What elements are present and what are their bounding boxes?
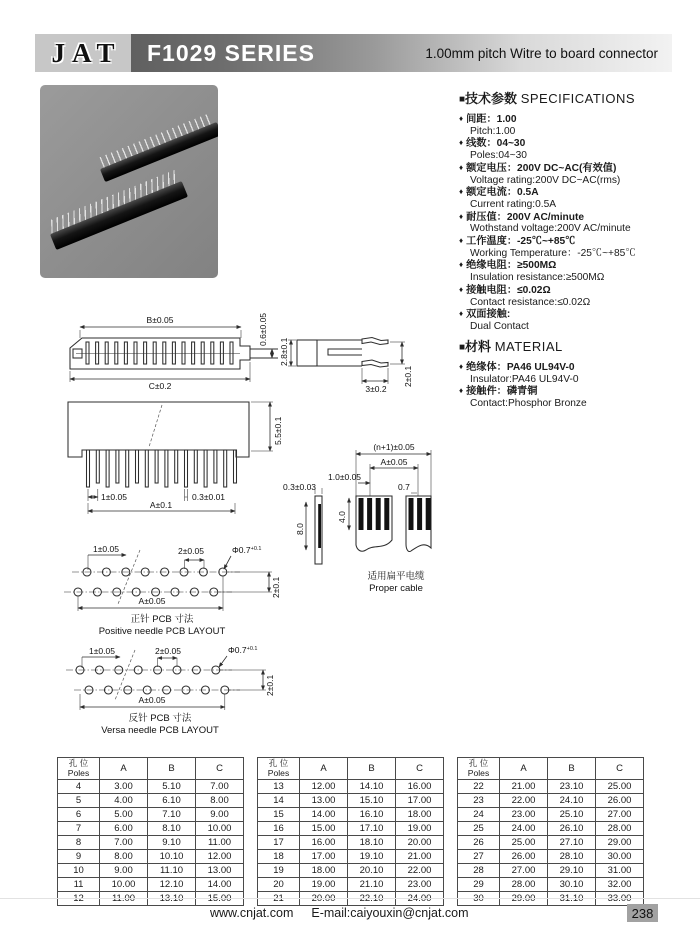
spec-item — [459, 137, 697, 161]
table-cell: 16.10 — [348, 808, 396, 822]
table-cell: 12.10 — [148, 878, 196, 892]
table-cell: 20.00 — [396, 836, 444, 850]
pcb-positive-caption-zh: 正针 PCB 寸法 — [130, 614, 194, 625]
dimension-label: 0.3±0.03 — [283, 482, 317, 492]
table-cell: 33.00 — [596, 892, 644, 906]
dimension-label: A±0.05 — [380, 457, 408, 467]
table-cell: 20.00 — [300, 892, 348, 906]
diamond-bullet-icon: ♦ — [459, 260, 464, 270]
table-cell: 24.00 — [500, 822, 548, 836]
spec-item — [459, 211, 697, 235]
table-header-poles: 孔 位 Poles — [458, 758, 500, 780]
dimension-label: 4.0 — [337, 511, 347, 523]
drawing-top-view — [70, 313, 278, 391]
material-heading — [459, 336, 697, 355]
table-cell: 25 — [458, 822, 500, 836]
series-title: F1029 SERIES — [147, 39, 315, 66]
table-cell: 28.10 — [548, 850, 596, 864]
table-cell: 22.00 — [500, 794, 548, 808]
table-cell: 7.00 — [196, 780, 244, 794]
table-cell: 16.00 — [396, 780, 444, 794]
table-cell: 4.00 — [100, 794, 148, 808]
diamond-bullet-icon: ♦ — [459, 138, 464, 148]
poles-tables — [0, 757, 700, 902]
table-cell: 26.10 — [548, 822, 596, 836]
spec-line-en: Wothstand voltage:200V AC/minute — [470, 223, 631, 235]
table-row — [258, 878, 444, 892]
dimension-label: 1±0.05 — [93, 544, 119, 554]
table-cell: 14.10 — [348, 780, 396, 794]
poles-table-3 — [457, 757, 644, 906]
table-cell: 29.00 — [500, 892, 548, 906]
table-cell: 13.00 — [300, 794, 348, 808]
table-cell: 29.00 — [596, 836, 644, 850]
table-cell: 19.10 — [348, 850, 396, 864]
diamond-bullet-icon: ♦ — [459, 162, 464, 172]
table-cell: 4 — [58, 780, 100, 794]
table-cell: 11.00 — [196, 836, 244, 850]
table-header-b: B — [348, 758, 396, 780]
table-row — [258, 836, 444, 850]
dimension-label: 5.5±0.1 — [273, 416, 283, 445]
table-row — [258, 794, 444, 808]
footer-email: E-mail:caiyouxin@cnjat.com — [311, 906, 469, 920]
jat-logo: JAT — [35, 34, 131, 72]
diamond-bullet-icon: ♦ — [459, 309, 464, 319]
cable-caption-zh: 适用扁平电缆 — [367, 571, 425, 582]
material-title-en: MATERIAL — [494, 339, 563, 354]
spec-line-zh: 接触电阻：≤0.02Ω — [466, 284, 551, 296]
specs-title-en: SPECIFICATIONS — [520, 91, 636, 106]
table-cell: 9 — [58, 850, 100, 864]
table-cell: 23.10 — [548, 780, 596, 794]
table-row — [458, 850, 644, 864]
series-title-bar — [131, 34, 672, 72]
connector-photo-item — [100, 122, 218, 182]
dimension-label: $\Phi 0.7^{+0.1}$ — [228, 645, 258, 655]
pcb-versa-caption-en: Versa needle PCB LAYOUT — [101, 725, 219, 736]
footer-website: www.cnjat.com — [210, 906, 294, 920]
table-row — [458, 794, 644, 808]
dimension-label: A±0.1 — [149, 500, 173, 510]
specifications-heading — [459, 88, 697, 107]
drawing-cable — [328, 442, 431, 594]
poles-table-1 — [57, 757, 244, 906]
spec-line-zh: 线数：04~30 — [466, 138, 526, 150]
table-cell: 13.00 — [196, 864, 244, 878]
spec-line-en: Current rating:0.5A — [470, 198, 557, 210]
spec-item — [459, 361, 697, 385]
dimension-label: 1.0±0.05 — [328, 472, 362, 482]
diamond-bullet-icon: ♦ — [459, 211, 464, 221]
table-header-a: A — [300, 758, 348, 780]
table-cell: 7.10 — [148, 808, 196, 822]
table-cell: 27.00 — [596, 808, 644, 822]
table-cell: 15.00 — [196, 892, 244, 906]
product-photo — [40, 85, 218, 278]
table-cell: 9.10 — [148, 836, 196, 850]
table-cell: 11.00 — [100, 892, 148, 906]
table-row — [258, 864, 444, 878]
diamond-bullet-icon: ♦ — [459, 362, 464, 371]
dimension-label: 2±0.1 — [265, 674, 275, 696]
table-cell: 30.00 — [596, 850, 644, 864]
table-header-row — [458, 758, 644, 780]
table-cell: 30 — [458, 892, 500, 906]
table-row — [258, 808, 444, 822]
table-cell: 3.00 — [100, 780, 148, 794]
table-header-a: A — [100, 758, 148, 780]
table-cell: 20 — [258, 878, 300, 892]
table-row — [58, 794, 244, 808]
spec-line-zh: 间距：1.00 — [466, 114, 517, 125]
table-cell: 13 — [258, 780, 300, 794]
dimension-label: A±0.05 — [138, 695, 166, 705]
dimension-label: 1±0.05 — [89, 646, 115, 656]
table-cell: 19.00 — [300, 878, 348, 892]
table-cell: 17 — [258, 836, 300, 850]
spec-line-en: Pitch:1.00 — [470, 125, 516, 137]
table-cell: 18 — [258, 850, 300, 864]
table-cell: 19.00 — [396, 822, 444, 836]
table-cell: 9.00 — [100, 864, 148, 878]
table-cell: 24.10 — [548, 794, 596, 808]
table-row — [458, 808, 644, 822]
table-cell: 5 — [58, 794, 100, 808]
table-cell: 22.00 — [396, 864, 444, 878]
spec-line-zh: 额定电流：0.5A — [466, 187, 539, 199]
diamond-bullet-icon: ♦ — [459, 386, 464, 396]
table-cell: 8 — [58, 836, 100, 850]
table-cell: 25.00 — [500, 836, 548, 850]
table-cell: 7 — [58, 822, 100, 836]
spec-item — [459, 308, 697, 332]
spec-line-en: Insulator:PA46 UL94V-0 — [470, 373, 579, 385]
table-row — [58, 822, 244, 836]
technical-drawings — [40, 298, 460, 751]
dimension-label: 2±0.05 — [155, 646, 181, 656]
table-row — [458, 780, 644, 794]
dimension-label: $\Phi 0.7^{+0.1}$ — [232, 545, 262, 555]
spec-line-zh: 接触件：磷青铜 — [466, 386, 538, 398]
table-cell: 17.10 — [348, 822, 396, 836]
dimension-label: (n+1)±0.05 — [373, 442, 415, 452]
diamond-bullet-icon: ♦ — [459, 236, 464, 246]
table-cell: 29.10 — [548, 864, 596, 878]
page-footer — [0, 898, 700, 939]
table-cell: 21.00 — [396, 850, 444, 864]
table-header-a: A — [500, 758, 548, 780]
spec-line-zh: 耐压值：200V AC/minute — [466, 211, 585, 223]
table-cell: 6 — [58, 808, 100, 822]
table-cell: 16.00 — [300, 836, 348, 850]
table-header-poles: 孔 位 Poles — [58, 758, 100, 780]
table-cell: 28.00 — [500, 878, 548, 892]
table-cell: 11 — [58, 878, 100, 892]
drawing-front-view — [68, 402, 283, 514]
diamond-bullet-icon: ♦ — [459, 284, 464, 294]
drawing-cable-side — [283, 482, 322, 564]
dimension-label: 8.0 — [295, 523, 305, 535]
table-cell: 15.00 — [300, 822, 348, 836]
table-cell: 31.10 — [548, 892, 596, 906]
spec-line-en: Voltage rating:200V DC~AC(rms) — [470, 174, 621, 186]
table-cell: 12.00 — [196, 850, 244, 864]
table-cell: 14 — [258, 794, 300, 808]
table-cell: 15 — [258, 808, 300, 822]
table-cell: 20.10 — [348, 864, 396, 878]
table-cell: 10.10 — [148, 850, 196, 864]
table-row — [58, 808, 244, 822]
table-cell: 6.10 — [148, 794, 196, 808]
dimension-label: C±0.2 — [148, 381, 172, 391]
table-cell: 32.00 — [596, 878, 644, 892]
table-cell: 17.00 — [300, 850, 348, 864]
table-cell: 13.10 — [148, 892, 196, 906]
poles-table-2 — [257, 757, 444, 906]
table-cell: 18.00 — [300, 864, 348, 878]
material-section — [459, 336, 697, 410]
spec-line-zh: 工作温度：-25℃~+85℃ — [466, 236, 576, 248]
pcb-positive-caption-en: Positive needle PCB LAYOUT — [98, 626, 226, 637]
spec-line-en: Contact resistance:≤0.02Ω — [470, 296, 591, 308]
dimension-label: 2±0.05 — [178, 546, 204, 556]
dimension-label: 1±0.05 — [101, 492, 127, 502]
spec-line-zh: 额定电压：200V DC~AC(有效值) — [466, 162, 617, 174]
table-cell: 15.10 — [348, 794, 396, 808]
dimension-label: B±0.05 — [146, 315, 174, 325]
table-cell: 19 — [258, 864, 300, 878]
table-cell: 16 — [258, 822, 300, 836]
table-cell: 27 — [458, 850, 500, 864]
spec-line-zh: 双面接触: — [466, 309, 511, 321]
dimension-label: A±0.05 — [138, 596, 166, 606]
table-cell: 14.00 — [196, 878, 244, 892]
table-cell: 21.00 — [500, 780, 548, 794]
table-cell: 18.00 — [396, 808, 444, 822]
table-cell: 25.00 — [596, 780, 644, 794]
spec-line-en: Contact:Phosphor Bronze — [470, 398, 587, 410]
table-row — [458, 836, 644, 850]
pcb-layout-positive — [64, 544, 281, 637]
table-cell: 10.00 — [196, 822, 244, 836]
table-header-b: B — [548, 758, 596, 780]
spec-item — [459, 235, 697, 259]
table-header-row — [58, 758, 244, 780]
page-number-badge: 238 — [627, 904, 658, 922]
table-cell: 23.00 — [500, 808, 548, 822]
square-bullet-icon: ■ — [459, 94, 466, 105]
drawing-side-view — [279, 337, 413, 394]
spec-line-zh: 绝缘电阻：≥500MΩ — [466, 260, 557, 272]
pcb-layout-versa — [66, 645, 275, 736]
table-cell: 30.10 — [548, 878, 596, 892]
table-cell: 5.10 — [148, 780, 196, 794]
square-bullet-icon: ■ — [459, 342, 466, 353]
spec-line-en: Poles:04~30 — [470, 150, 527, 162]
table-cell: 10.00 — [100, 878, 148, 892]
table-cell: 22.10 — [348, 892, 396, 906]
table-cell: 31.00 — [596, 864, 644, 878]
table-cell: 8.10 — [148, 822, 196, 836]
table-cell: 23 — [458, 794, 500, 808]
material-title-zh: 材料 — [465, 339, 492, 354]
table-row — [58, 878, 244, 892]
table-cell: 28 — [458, 864, 500, 878]
diamond-bullet-icon: ♦ — [459, 114, 464, 123]
dimension-label: 2±0.1 — [403, 365, 413, 387]
specs-title-zh: 技术参数 — [465, 91, 518, 106]
table-cell: 27.10 — [548, 836, 596, 850]
table-cell: 9.00 — [196, 808, 244, 822]
specifications-section — [459, 88, 697, 333]
table-cell: 23.00 — [396, 878, 444, 892]
series-subtitle: 1.00mm pitch Witre to board connector — [425, 45, 658, 61]
table-cell: 24 — [458, 808, 500, 822]
dimension-label: 3±0.2 — [365, 384, 387, 394]
table-header-c: C — [196, 758, 244, 780]
spec-item — [459, 186, 697, 210]
table-cell: 22 — [458, 780, 500, 794]
table-cell: 10 — [58, 864, 100, 878]
table-cell: 5.00 — [100, 808, 148, 822]
table-cell: 7.00 — [100, 836, 148, 850]
dimension-label: 2.8±0.1 — [279, 337, 289, 366]
table-cell: 17.00 — [396, 794, 444, 808]
spec-item — [459, 113, 697, 137]
table-header-poles: 孔 位 Poles — [258, 758, 300, 780]
table-header-row — [258, 758, 444, 780]
spec-item — [459, 284, 697, 308]
spec-line-zh: 绝缘体：PA46 UL94V-0 — [466, 362, 575, 373]
diamond-bullet-icon: ♦ — [459, 187, 464, 197]
table-header-c: C — [396, 758, 444, 780]
table-cell: 8.00 — [196, 794, 244, 808]
dimension-label: 2±0.1 — [271, 576, 281, 598]
spec-item — [459, 162, 697, 186]
dimension-label: 0.7 — [398, 482, 410, 492]
spec-line-en: Dual Contact — [470, 320, 529, 332]
table-cell: 18.10 — [348, 836, 396, 850]
table-cell: 12 — [58, 892, 100, 906]
table-cell: 29 — [458, 878, 500, 892]
connector-photo-item — [50, 181, 188, 250]
table-cell: 26.00 — [500, 850, 548, 864]
table-cell: 6.00 — [100, 822, 148, 836]
table-row — [458, 878, 644, 892]
table-row — [258, 850, 444, 864]
table-cell: 11.10 — [148, 864, 196, 878]
table-cell: 21 — [258, 892, 300, 906]
table-row — [58, 836, 244, 850]
table-cell: 26.00 — [596, 794, 644, 808]
spec-line-en: Insulation resistance:≥500MΩ — [470, 272, 605, 284]
table-header-b: B — [148, 758, 196, 780]
dimension-label: 0.3±0.01 — [192, 492, 226, 502]
cable-caption-en: Proper cable — [369, 583, 423, 594]
table-row — [458, 822, 644, 836]
table-cell: 14.00 — [300, 808, 348, 822]
spec-item — [459, 385, 697, 409]
specs-list — [459, 113, 697, 333]
table-row — [458, 864, 644, 878]
table-row — [58, 864, 244, 878]
table-row — [258, 780, 444, 794]
material-list — [459, 361, 697, 410]
table-cell: 24.00 — [396, 892, 444, 906]
table-cell: 27.00 — [500, 864, 548, 878]
table-cell: 8.00 — [100, 850, 148, 864]
dimension-label: 0.6±0.05 — [258, 312, 268, 346]
table-cell: 25.10 — [548, 808, 596, 822]
table-cell: 26 — [458, 836, 500, 850]
table-row — [258, 822, 444, 836]
spec-line-en: Working Temperature：-25℃~+85℃ — [470, 247, 636, 259]
table-cell: 12.00 — [300, 780, 348, 794]
table-row — [58, 780, 244, 794]
table-header-c: C — [596, 758, 644, 780]
pcb-versa-caption-zh: 反针 PCB 寸法 — [128, 713, 192, 724]
spec-item — [459, 259, 697, 283]
table-cell: 28.00 — [596, 822, 644, 836]
table-row — [58, 850, 244, 864]
table-cell: 21.10 — [348, 878, 396, 892]
